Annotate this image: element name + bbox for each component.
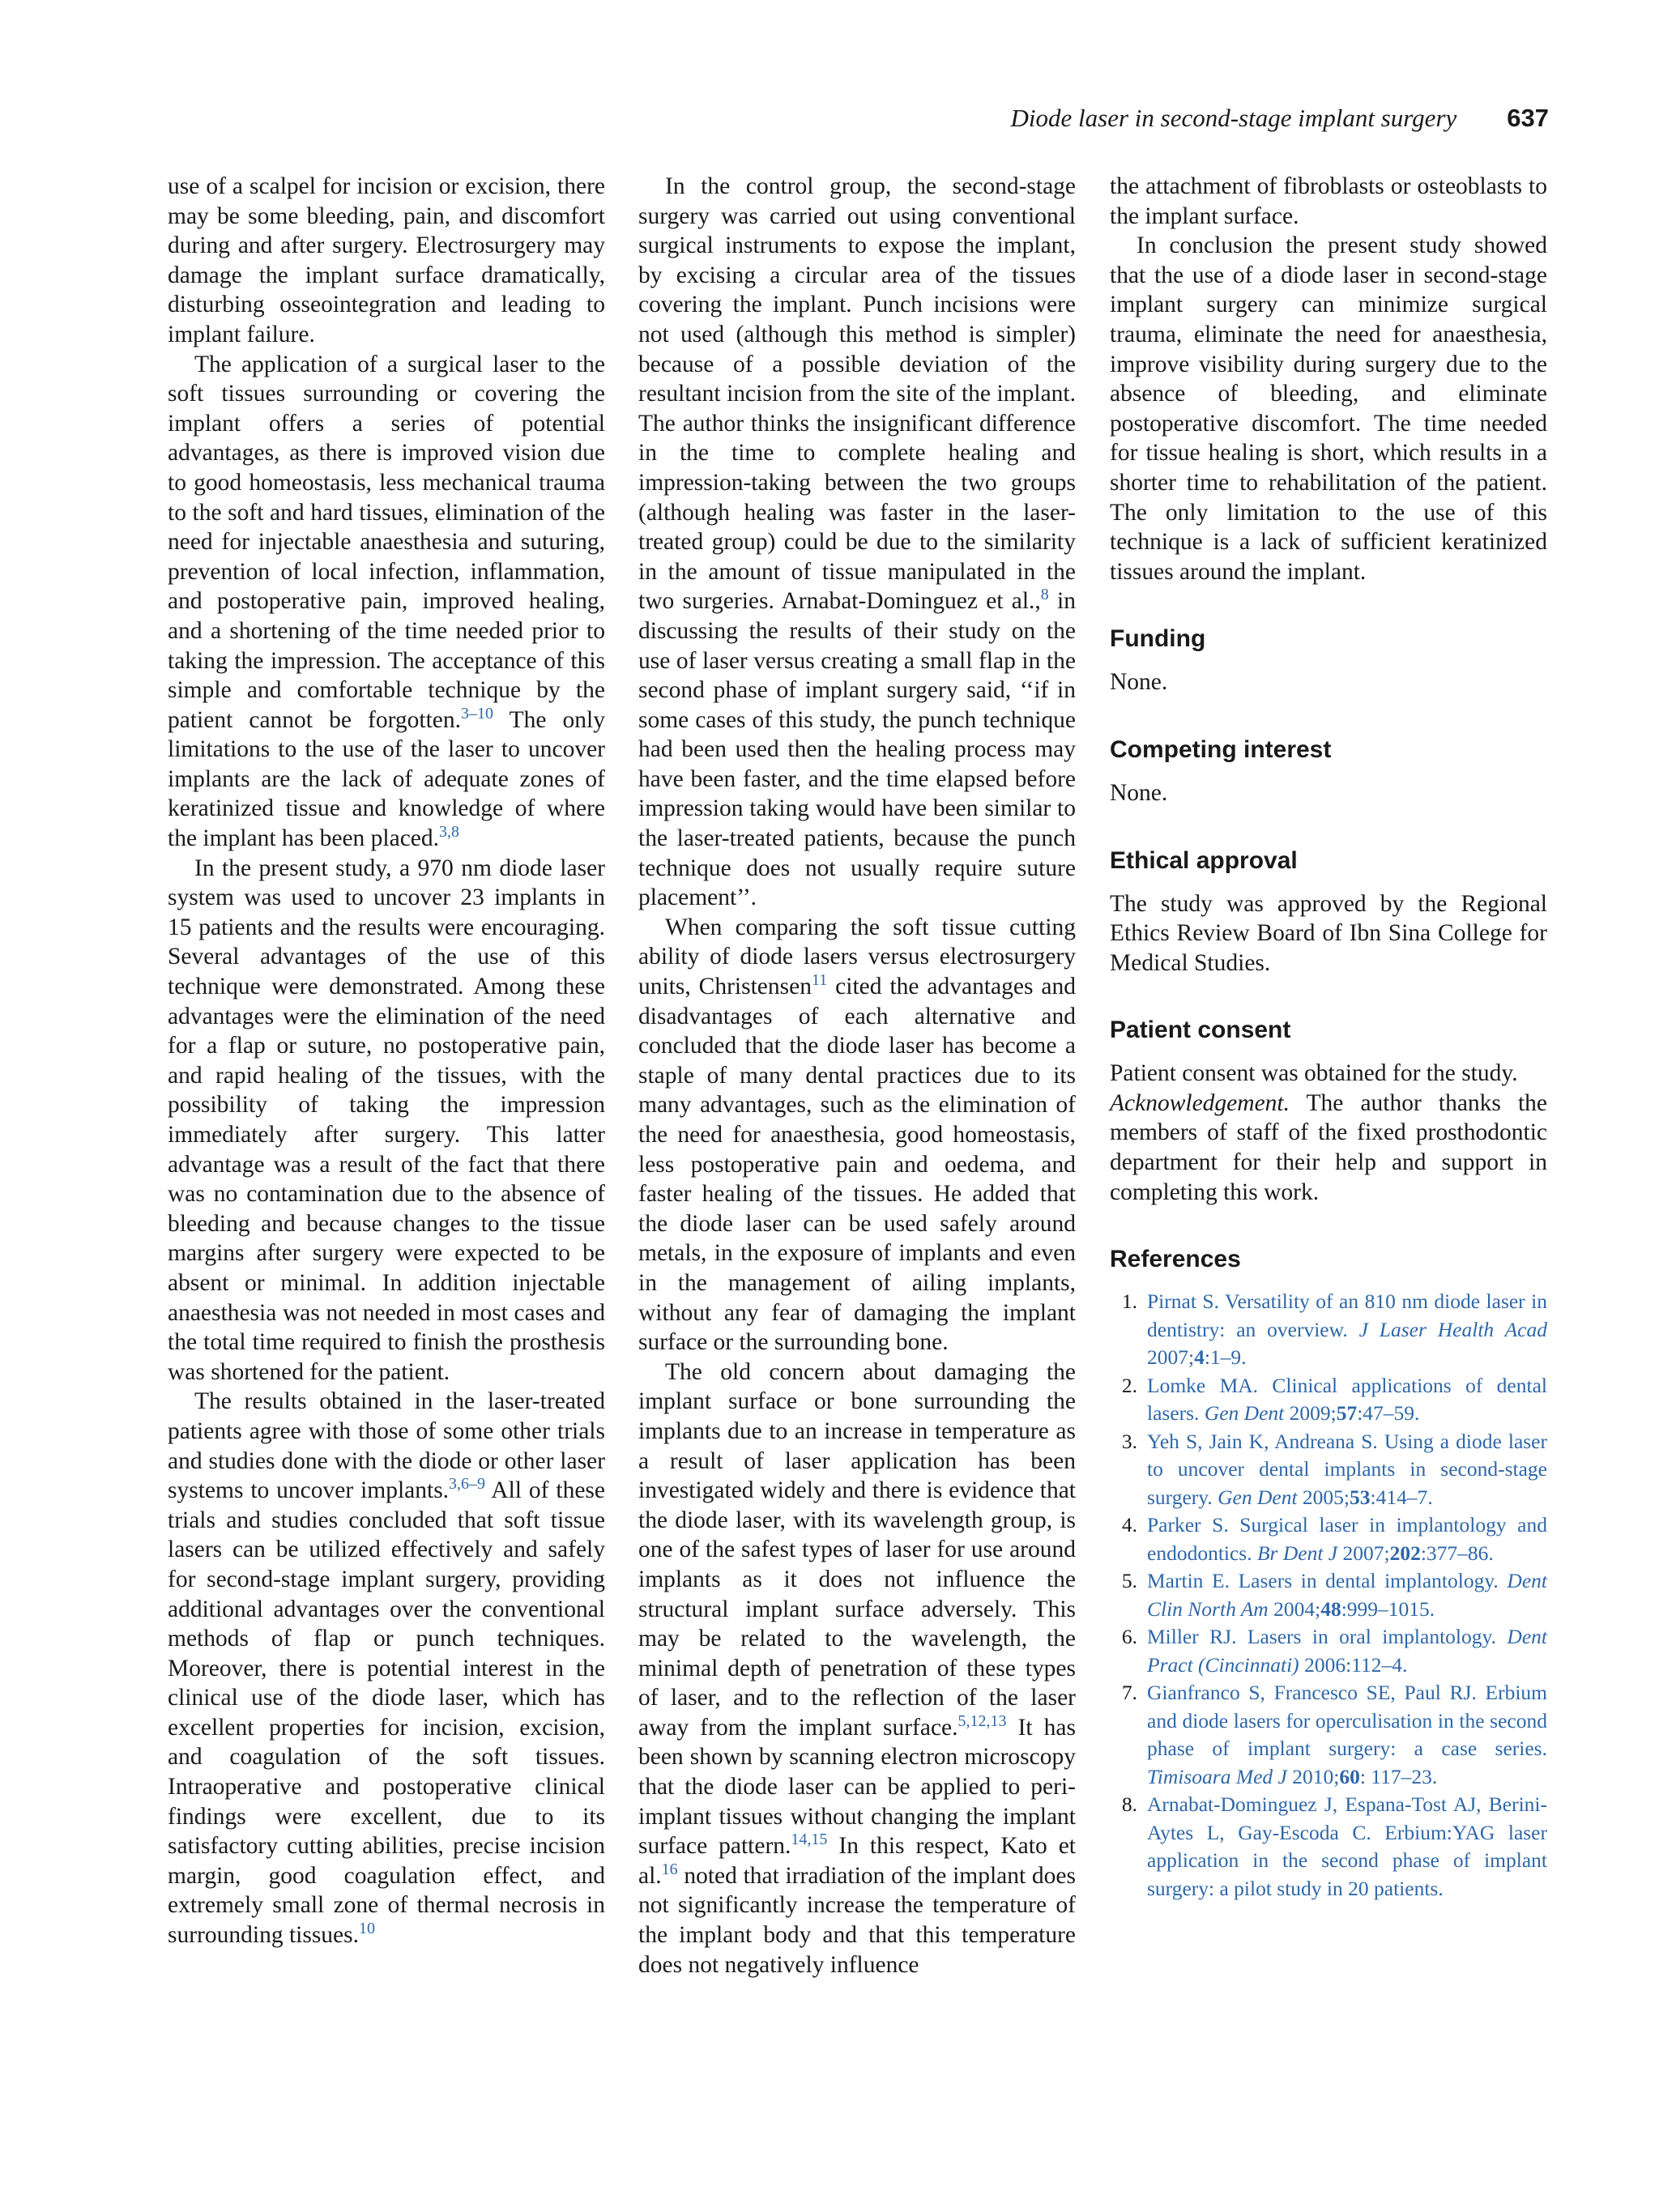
reference-year: 2007;	[1337, 1541, 1390, 1565]
reference-number: 6.	[1121, 1625, 1137, 1649]
citation[interactable]: 3–10	[461, 704, 494, 722]
citation[interactable]: 5,12,13	[957, 1711, 1007, 1730]
paragraph: use of a scalpel for incision or excision, there may be some bleeding, pain, and discomfort during and after surgery. Electrosurgery may damage the implant surface dramatically, disturbing osseointegration and leading to implant failure.	[168, 173, 605, 347]
reference-volume: 60	[1339, 1764, 1360, 1788]
section-body: None.	[1110, 669, 1168, 696]
column-right	[1110, 172, 1547, 1903]
column-middle	[638, 172, 1076, 1980]
citation[interactable]: 10	[359, 1920, 375, 1938]
reference-journal: Br Dent J	[1256, 1541, 1338, 1565]
section-heading-funding: Funding	[1110, 625, 1206, 653]
reference-number: 7.	[1121, 1681, 1137, 1705]
reference-year: 2009;	[1284, 1401, 1337, 1426]
reference-item[interactable]	[1110, 1511, 1547, 1567]
citation[interactable]: 16	[661, 1860, 678, 1878]
reference-volume: 4	[1194, 1345, 1205, 1370]
reference-text: Pirnat S. Versatility of an 810 nm diode laser in dentistry: an overview.	[1147, 1289, 1547, 1341]
reference-number: 4.	[1121, 1513, 1137, 1537]
reference-number: 8.	[1121, 1792, 1137, 1817]
citation[interactable]: 8	[1040, 586, 1049, 604]
reference-item[interactable]	[1110, 1679, 1547, 1791]
reference-item[interactable]	[1110, 1372, 1547, 1428]
reference-pages: :47–59.	[1357, 1401, 1420, 1426]
reference-volume: 202	[1389, 1541, 1421, 1565]
reference-year: 2005;	[1297, 1485, 1350, 1509]
reference-text: Arnabat-Dominguez J, Espana-Tost AJ, Berini-Aytes L, Gay-Escoda C. Erbium:YAG laser application in the second phase of implant surgery: a pilot study in 20 patients.	[1147, 1792, 1547, 1900]
paragraph: In the present study, a 970 nm diode laser system was used to uncover 23 implants in 15 patients and the results were encouraging. Several advantages of the use of this technique were demonstrated. Among these advantages were the elimination of the need for a flap or suture, no postoperative pain, and rapid healing of the tissues, with the possibility of taking the impression immediately after surgery. This latter advantage was a result of the fact that there was no contamination due to the absence of bleeding and because changes to the tissue margins after surgery were expected to be absent or minimal. In addition injectable anaesthesia was not needed in most cases and the total time required to finish the prosthesis was shortened for the patient.	[168, 855, 605, 1385]
acknowledgement: Acknowledgement. The author thanks the members of staff of the fixed prosthodontic department for their help and support in completing this work.	[1110, 1089, 1547, 1205]
citation[interactable]: 3,8	[439, 823, 460, 842]
running-header	[1011, 104, 1549, 133]
reference-volume: 53	[1350, 1485, 1371, 1509]
reference-list	[1110, 1288, 1547, 1903]
reference-journal: Dent Clin North Am	[1147, 1569, 1547, 1621]
section-body: The study was approved by the Regional Ethics Review Board of Ibn Sina College for Medical Studies.	[1110, 890, 1547, 976]
reference-journal: Timisoara Med J	[1147, 1764, 1287, 1788]
running-title: Diode laser in second-stage implant surgery	[1010, 104, 1457, 132]
reference-text: Yeh S, Jain K, Andreana S. Using a diode laser to uncover dental implants in second-stage surgery.	[1147, 1429, 1547, 1509]
paragraph: The results obtained in the laser-treated patients agree with those of some other trials and studies done with the diode or other laser systems to uncover implants.$^{3,6-9}$ All of these trials and studies concluded that soft tissue lasers can be utilized effectively and safely for second-stage implant surgery, providing additional advantages over the conventional methods of flap or punch techniques. Moreover, there is potential interest in the clinical use of the diode laser, which has excellent properties for incision, excision, and coagulation of the soft tissues. Intraoperative and postoperative clinical findings were excellent, due to its satisfactory cutting abilities, precise incision margin, good coagulation effect, and extremely small zone of thermal necrosis in surrounding tissues.$^{10}$	[168, 1388, 605, 1949]
reference-pages: :1–9.	[1204, 1345, 1247, 1370]
reference-text: Miller RJ. Lasers in oral implantology.	[1147, 1625, 1508, 1649]
section-heading-references: References	[1110, 1246, 1241, 1273]
reference-pages: :999–1015.	[1341, 1596, 1435, 1621]
reference-year: 2004;	[1268, 1596, 1321, 1621]
reference-volume: 48	[1320, 1596, 1341, 1621]
reference-journal: Dent Pract (Cincinnati)	[1147, 1625, 1547, 1677]
section-body: None.	[1110, 779, 1168, 806]
reference-year: 2010;	[1286, 1764, 1340, 1788]
reference-pages: : 117–23.	[1359, 1764, 1438, 1788]
reference-number: 2.	[1121, 1373, 1137, 1397]
reference-text: Gianfranco S, Francesco SE, Paul RJ. Erbium and diode lasers for operculisation in the second phase of implant surgery: a case series.	[1147, 1681, 1547, 1761]
citation[interactable]: 11	[811, 971, 828, 990]
reference-item[interactable]	[1110, 1791, 1547, 1903]
section-body: Patient consent was obtained for the study.	[1110, 1060, 1518, 1087]
reference-text: Lomke MA. Clinical applications of dental lasers.	[1147, 1373, 1547, 1426]
reference-text: Martin E. Lasers in dental implantology.	[1147, 1569, 1508, 1593]
reference-item[interactable]	[1110, 1428, 1547, 1512]
reference-year: 2007;	[1147, 1345, 1195, 1370]
reference-year: 2006:112–4.	[1299, 1652, 1408, 1677]
paragraph: In conclusion the present study showed that the use of a diode laser in second-stage implant surgery can minimize surgical trauma, eliminate the need for anaesthesia, improve visibility during surgery due to the absence of bleeding, and eliminate postoperative discomfort. The time needed for tissue healing is short, which results in a shorter time to rehabilitation of the patient. The only limitation to the use of this technique is a lack of sufficient keratinized tissues around the implant.	[1110, 232, 1547, 585]
reference-item[interactable]	[1110, 1623, 1547, 1679]
paragraph: The old concern about damaging the implant surface or bone surrounding the implants due to an increase in temperature as a result of laser application has been investigated widely and there is evidence that the diode laser, with its wavelength group, is one of the safest types of laser for use around implants as it does not influence the structural implant surface adversely. This may be related to the wavelength, the minimal depth of penetration of these types of laser, and to the reflection of the laser away from the implant surface.$^{5,12,13}$ It has been shown by scanning electron microscopy that the diode laser can be applied to peri-implant tissues without changing the implant surface pattern.$^{14,15}$ In this respect, Kato et al.$^{16}$ noted that irradiation of the implant does not significantly increase the temperature of the implant body and that this temperature does not negatively influence	[638, 1358, 1076, 1978]
paragraph: the attachment of fibroblasts or osteoblasts to the implant surface.	[1110, 173, 1547, 229]
reference-journal: J Laser Health Acad	[1358, 1317, 1547, 1341]
section-heading-competing-interest: Competing interest	[1110, 735, 1332, 763]
page-number: 637	[1507, 104, 1549, 132]
reference-number: 1.	[1121, 1289, 1137, 1314]
citation[interactable]: 14,15	[791, 1831, 828, 1849]
reference-pages: :377–86.	[1420, 1541, 1494, 1565]
paragraph: The application of a surgical laser to the soft tissues surrounding or covering the implant offers a series of potential advantages, as there is improved vision due to good homeostasis, less mechanical trauma to the soft and hard tissues, elimination of the need for injectable anaesthesia and suturing, prevention of local infection, inflammation, and postoperative pain, improved healing, and a shortening of the time needed prior to taking the impression. The acceptance of this simple and comfortable technique by the patient cannot be forgotten.$^{3-10}$ The only limitations to the use of the laser to uncover implants are the lack of adequate zones of keratinized tissue and knowledge of where the implant has been placed.$^{3,8}$	[168, 351, 606, 852]
reference-number: 3.	[1121, 1429, 1137, 1453]
section-heading-ethical-approval: Ethical approval	[1110, 846, 1298, 874]
paragraph: In the control group, the second-stage surgery was carried out using conventional surgical instruments to expose the implant, by excising a circular area of the tissues covering the implant. Punch incisions were not used (although this method is simpler) because of a possible deviation of the resultant incision from the site of the implant. The author thinks the insignificant difference in the time to complete healing and impression-taking between the two groups (although healing was faster in the laser-treated group) could be due to the similarity in the amount of tissue manipulated in the two surgeries. Arnabat-Dominguez et al.,$^8$ in discussing the results of their study on the use of laser versus creating a small flap in the second phase of implant surgery said, ‘‘if in some cases of this study, the punch technique had been used then the healing process may have been faster, and the time elapsed before impression taking would have been similar to the laser-treated patients, because the punch technique does not usually require suture placement’’.	[638, 173, 1076, 911]
column-left	[168, 172, 605, 1950]
section-heading-patient-consent: Patient consent	[1110, 1016, 1291, 1044]
reference-volume: 57	[1336, 1401, 1358, 1426]
reference-journal: Gen Dent	[1204, 1401, 1285, 1426]
reference-number: 5.	[1121, 1569, 1137, 1593]
citation[interactable]: 3,6–9	[449, 1475, 486, 1494]
reference-item[interactable]	[1110, 1288, 1547, 1372]
reference-journal: Gen Dent	[1218, 1485, 1298, 1509]
reference-item[interactable]	[1110, 1567, 1547, 1623]
reference-pages: :414–7.	[1370, 1485, 1433, 1509]
paragraph: When comparing the soft tissue cutting ability of diode lasers versus electrosurgery units, Christensen$^{11}$ cited the advantages and disadvantages of each alternative and concluded that the diode laser has become a staple of many dental practices due to its many advantages, such as the elimination of the need for anaesthesia, good homeostasis, less postoperative pain and oedema, and faster healing of the tissues. He added that the diode laser can be used safely around metals, in the exposure of implants and even in the management of ailing implants, without any fear of damaging the implant surface or the surrounding bone.	[638, 914, 1076, 1356]
reference-text: Parker S. Surgical laser in implantology and endodontics.	[1147, 1513, 1547, 1565]
